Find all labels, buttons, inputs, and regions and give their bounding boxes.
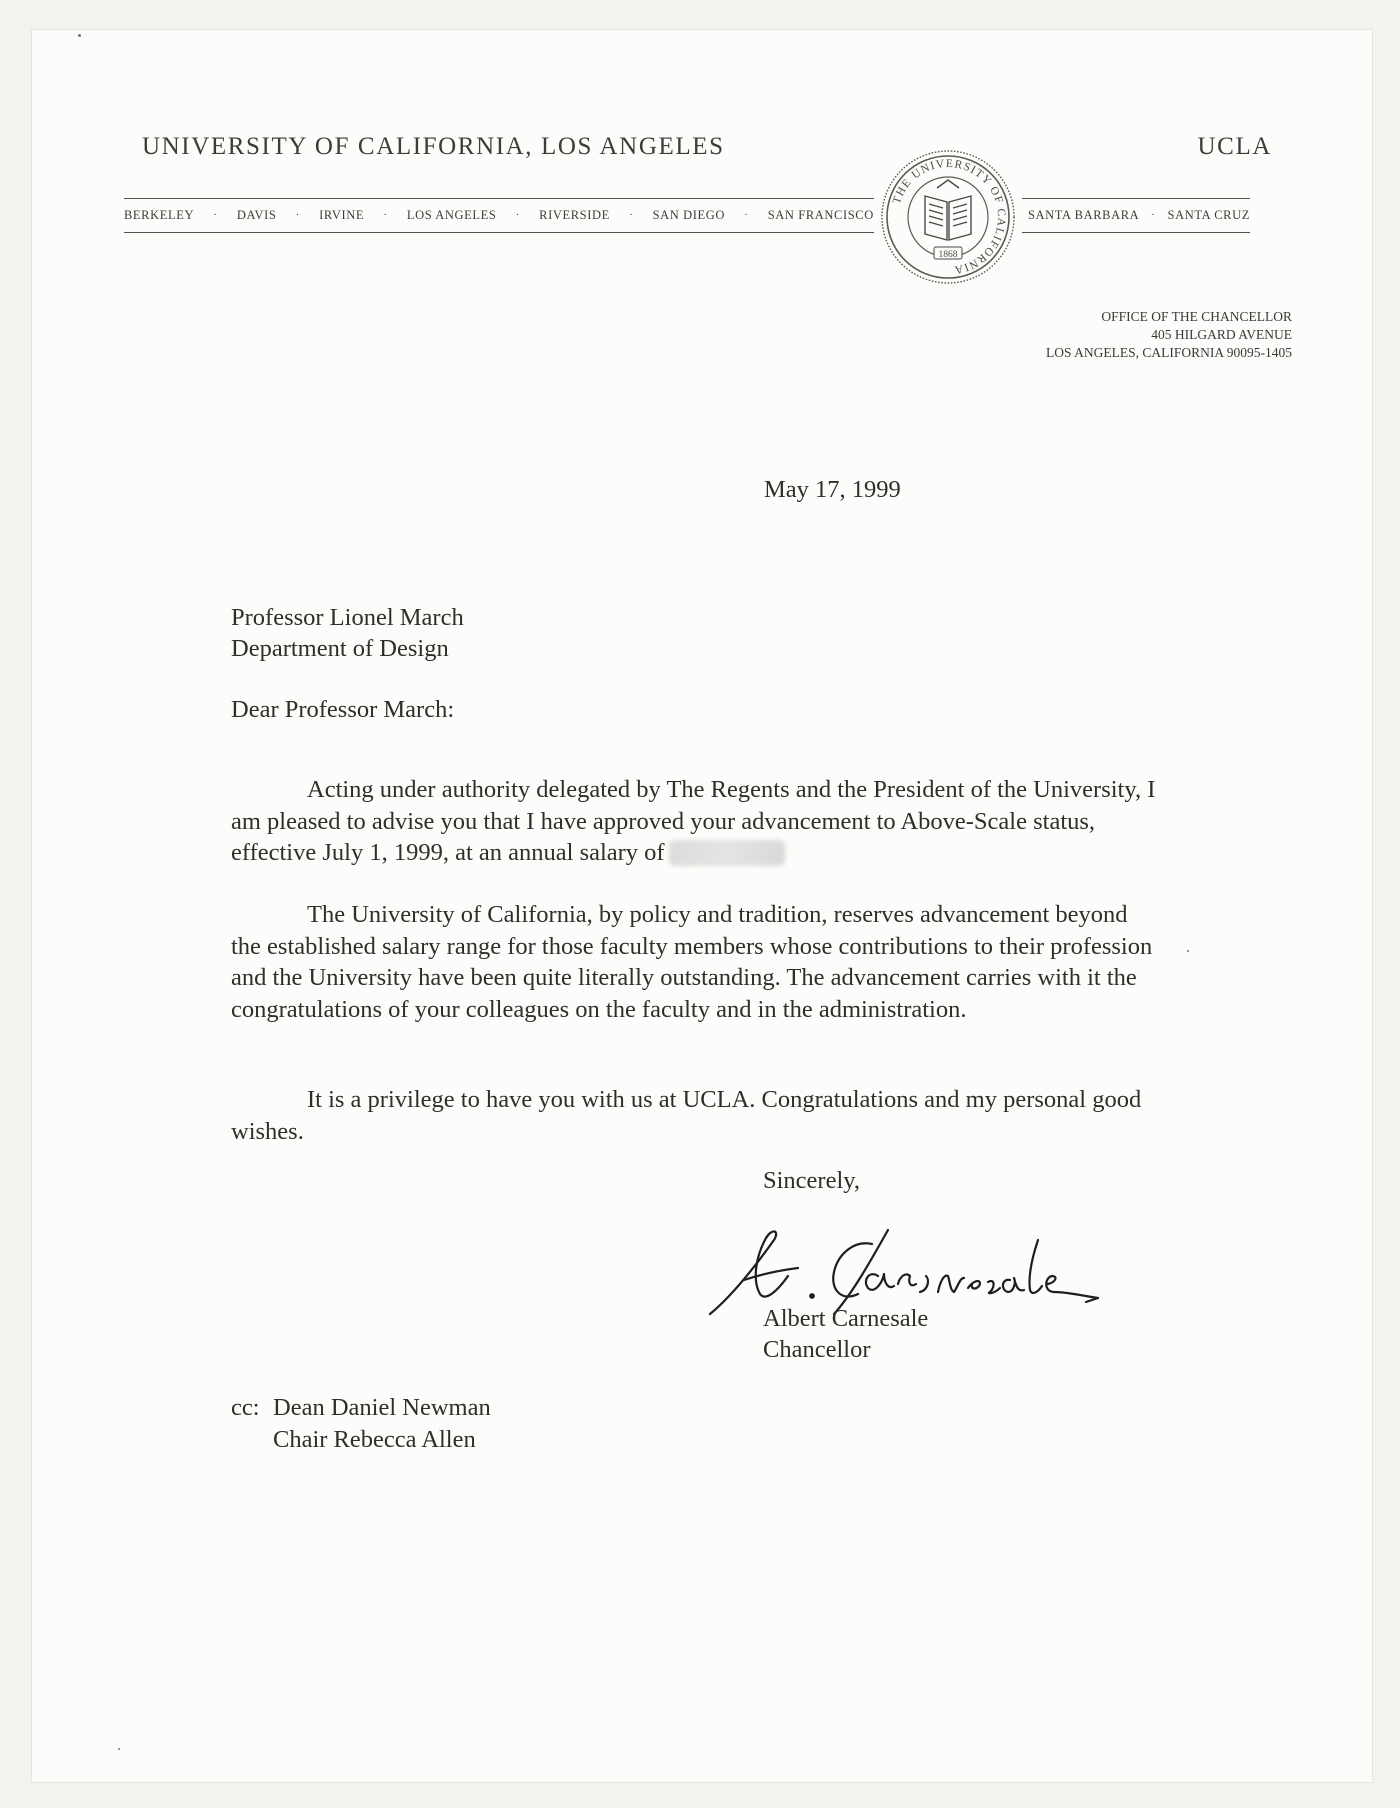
campus-separator: · (295, 209, 300, 221)
seal-year: 1868 (938, 250, 958, 260)
paper-speck (118, 1748, 120, 1750)
campus-separator: · (213, 209, 218, 221)
paper-speck (78, 34, 81, 37)
letter-date: May 17, 1999 (764, 476, 901, 503)
paragraph-1-text: Acting under authority delegated by The Regents and the President of the University, I am pleased to advise you that I have approved your advancement to Above-Scale status, effective July 1, 1999, at an annual salary of (231, 776, 1156, 866)
letter-page (32, 30, 1372, 1782)
paragraph-3: It is a privilege to have you with us at UCLA. Congratulations and my personal good wishes. (231, 1086, 1142, 1145)
paper-speck (1187, 950, 1189, 952)
cc-recipient-1: Dean Daniel Newman (273, 1394, 491, 1421)
campus-name: LOS ANGELES (406, 208, 497, 222)
campus-separator: · (744, 209, 749, 221)
cc-label: cc: (231, 1394, 260, 1421)
salutation: Dear Professor March: (231, 696, 455, 723)
campus-name: SANTA CRUZ (1167, 208, 1250, 222)
campus-separator: · (383, 209, 388, 221)
paragraph-1 (231, 774, 1161, 869)
university-name: UNIVERSITY OF CALIFORNIA, LOS ANGELES (142, 133, 725, 160)
campus-name: SAN FRANCISCO (767, 208, 874, 222)
paragraph-2: The University of California, by policy and tradition, reserves advancement beyond the established salary range for those faculty members whose contributions to their profession and the University have been quite literally outstanding. The advancement carries with it the congratulations of your colleagues on the faculty and in the administration. (231, 901, 1153, 1023)
campus-list-right (1027, 208, 1250, 223)
redacted-salary (669, 840, 785, 866)
campus-separator: · (1151, 209, 1156, 221)
signer-name: Albert Carnesale (763, 1305, 929, 1332)
office-line-3: LOS ANGELES, CALIFORNIA 90095-1405 (1045, 345, 1292, 360)
recipient-department: Department of Design (231, 635, 449, 662)
campus-list-left (124, 208, 874, 223)
letterhead-rule-top-left (124, 198, 874, 199)
campus-name: BERKELEY (124, 208, 195, 222)
seal-ring-text: THE UNIVERSITY OF CALIFORNIA (890, 157, 1008, 276)
letterhead-rule-top-right (1022, 198, 1250, 199)
recipient-name: Professor Lionel March (231, 604, 464, 631)
university-abbrev: UCLA (1197, 133, 1272, 160)
closing: Sincerely, (763, 1167, 861, 1194)
recipient-address (231, 602, 464, 664)
cc-list (231, 1392, 491, 1456)
signer-block (763, 1303, 928, 1365)
university-seal-icon (879, 148, 1017, 286)
office-line-2: 405 HILGARD AVENUE (1151, 327, 1292, 342)
signer-title: Chancellor (763, 1336, 871, 1363)
campus-name: SAN DIEGO (652, 208, 725, 222)
cc-recipient-2: Chair Rebecca Allen (273, 1426, 476, 1453)
campus-name: RIVERSIDE (539, 208, 610, 222)
campus-name: DAVIS (236, 208, 277, 222)
office-line-1: OFFICE OF THE CHANCELLOR (1101, 309, 1292, 324)
office-address (1046, 308, 1292, 362)
letterhead-rule-bottom-left (124, 232, 874, 233)
campus-separator: · (515, 209, 520, 221)
campus-name: IRVINE (319, 208, 365, 222)
campus-name: SANTA BARBARA (1027, 208, 1140, 222)
campus-separator: · (629, 209, 634, 221)
letterhead-rule-bottom-right (1022, 232, 1250, 233)
